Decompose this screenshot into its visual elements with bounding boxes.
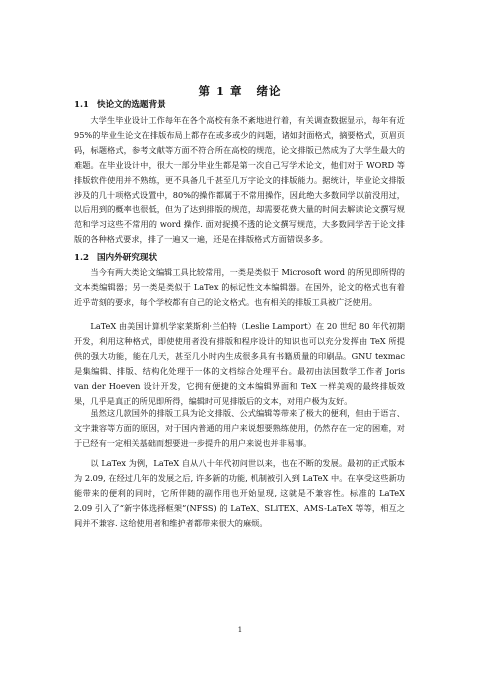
body-paragraph: 当今有两大类论文编辑工具比较常用，一类是类似于 Microsoft word 的所见即所得的文本类编辑器；另一类是类似于 LaTex 的标记性文本编辑器。在国外，论文的格式也有着近乎苛刻的要求，每个学校都有自己的论文格式。也有相关的排版工具被广泛使用。 bbox=[74, 267, 405, 307]
section-title: 国内外研究现状 bbox=[96, 253, 158, 263]
body-paragraph: LaTeX 由美国计算机学家莱斯利·兰伯特（Leslie Lamport）在 20 世纪 80 年代初期开发，利用这种格式，即使使用者没有排版和程序设计的知识也可以充分发挥由 TeX 所提供的强大功能，能在几天，甚至几小时内生成很多具有书籍质量的印刷品。GNU texmac 是集编辑、排版、结构化处理于一体的文档综合处理平台。最初由法国数学工作者 Joris van der Hoeven 设计开发，它拥有便捷的文本编辑界面和 TeX 一样美观的最终排版效果，几乎是真正的所见即所得，编辑时可见排版后的文本，对用户极为友好。 bbox=[74, 321, 405, 406]
page-number: 1 bbox=[237, 626, 243, 634]
section-heading bbox=[74, 251, 157, 263]
chapter-title bbox=[0, 83, 480, 99]
chapter-number: 第 1 章 bbox=[198, 84, 243, 98]
chapter-name: 绪论 bbox=[256, 84, 282, 98]
section-heading bbox=[74, 98, 166, 110]
section-number: 1.1 bbox=[74, 100, 89, 110]
body-paragraph: 大学生毕业设计工作每年在各个高校有条不紊地进行着，有关调查数据显示，每年有近 95%的毕业生论文在排版布局上都存在或多或少的问题，诸如封面格式，摘要格式，页眉页码，标题格式，参考文献等方面不符合所在高校的规范，论文排版已然成为了大学生最大的难题。在毕业设计中，很大一部分毕业生都是第一次自己写学术论文，他们对于 WORD 等排版软件使用并不熟练，更不具备几千甚至几万字论文的排版能力。据统计，毕业论文排版涉及的几十项格式设置中，80%的操作都属于不常用操作，因此绝大多数同学以前没用过，以后用到的概率也很低，但为了达到排版的规范，却需要花费大量的时间去解读论文撰写规范和学习这些不常用的 word 操作. 面对捉摸不透的论文撰写规范，大多数同学苦于论文排版的各种格式要求，排了一遍又一遍，还是在排版格式方面错误多多。 bbox=[74, 115, 405, 245]
body-paragraph: 虽然这几款国外的排版工具为论文排版、公式编辑等带来了极大的便利，但由于语言、文字兼容等方面的原因，对于国内普通的用户来说想要熟练使用，仍然存在一定的困难，对于已经有一定相关基础而想要进一步提升的用户来说也并非易事。 bbox=[74, 408, 405, 448]
body-paragraph: 以 LaTex 为例，LaTeX 自从八十年代初问世以来，也在不断的发展。最初的正式版本为 2.09, 在经过几年的发展之后, 许多新的功能, 机制被引入到 LaTeX 中。在享受这些新功能带来的便利的同时，它所伴随的副作用也开始显现, 这就是不兼容性。标准的 LaTeX 2.09 引入了“新字体选择框架”(NFSS) 的 LaTeX、SLiTEX、AMS-LaTeX 等等，相互之间并不兼容. 这给使用者和维护者都带来很大的麻烦。 bbox=[74, 458, 405, 528]
section-number: 1.2 bbox=[74, 253, 89, 263]
section-title: 快论文的选题背景 bbox=[96, 100, 166, 110]
